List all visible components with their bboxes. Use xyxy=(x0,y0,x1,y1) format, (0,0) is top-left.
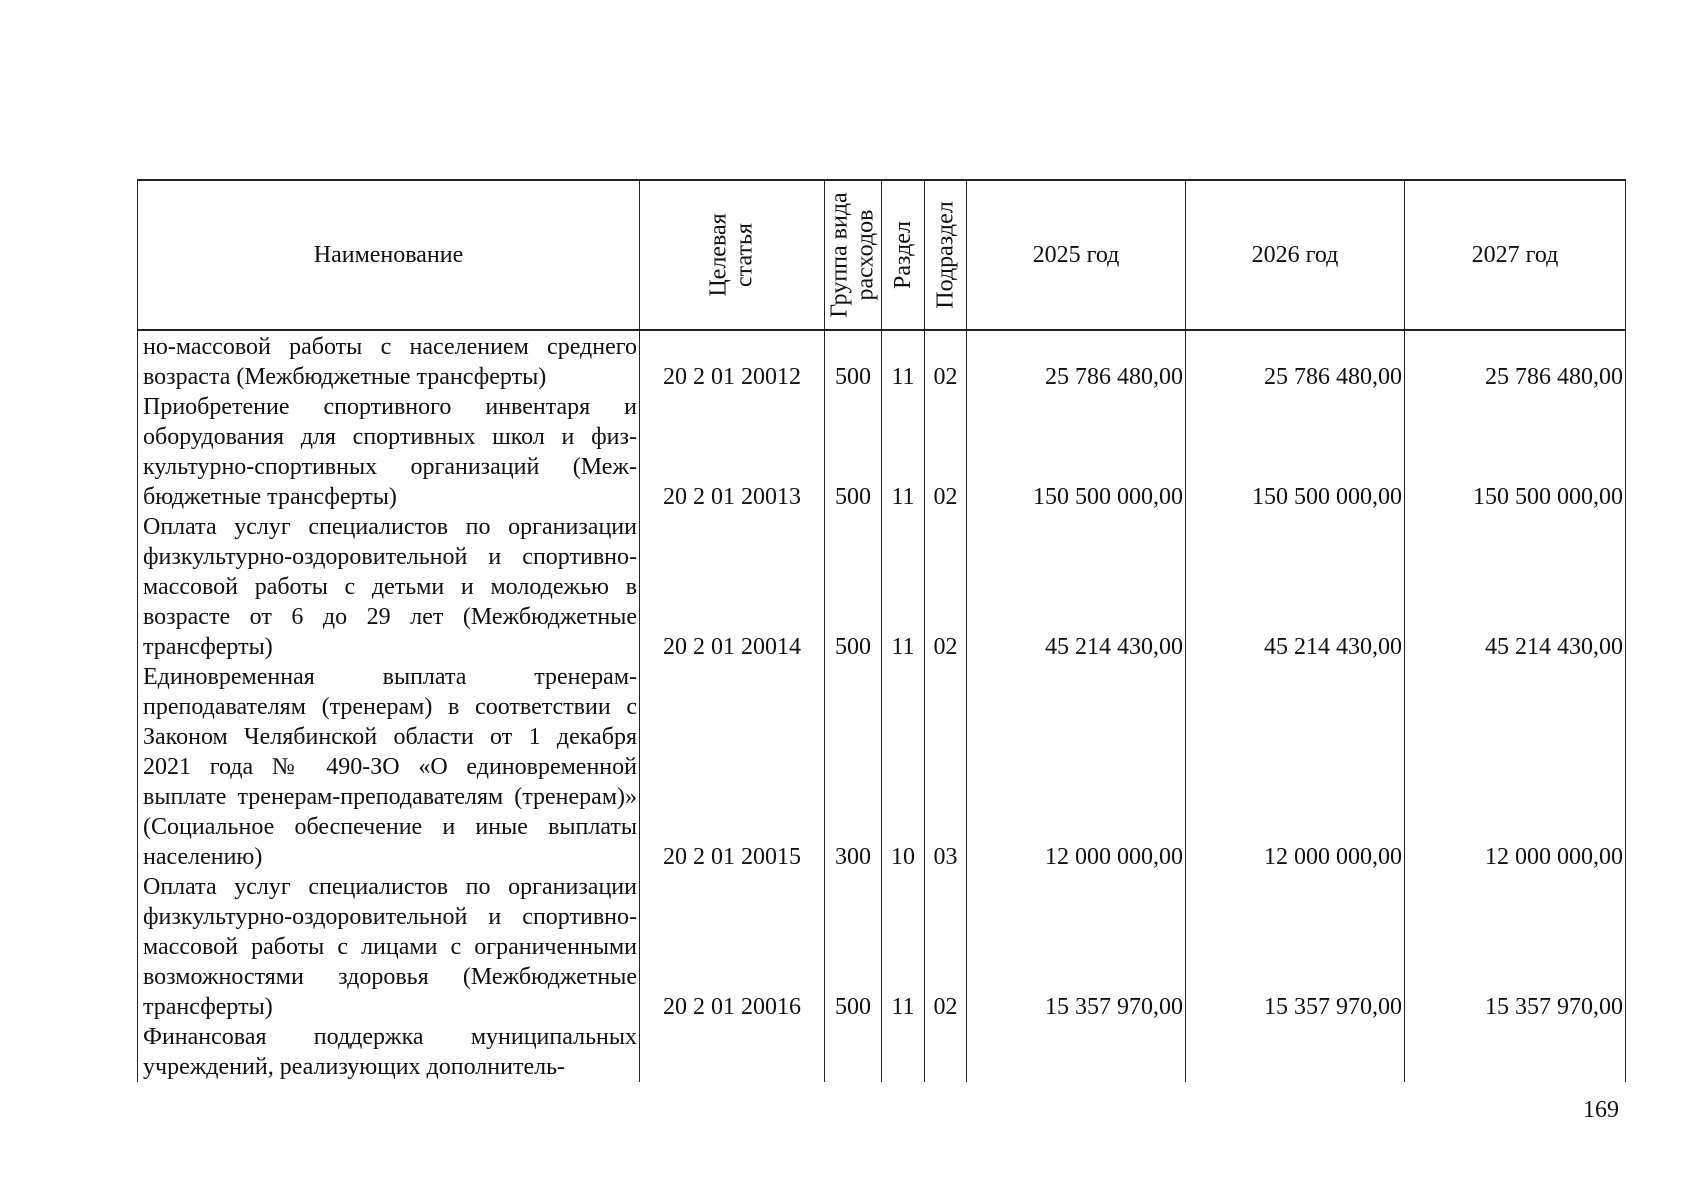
header-group: Группа вида расходов xyxy=(825,180,882,330)
row-name: Финансовая поддержка муниципальных учреждений, реализующих дополнитель- xyxy=(138,1022,640,1082)
row-code: 20 2 01 20012 xyxy=(640,330,825,392)
table-row xyxy=(138,512,1626,662)
row-section: 10 xyxy=(882,662,925,872)
header-subsection: Подраздел xyxy=(925,180,967,330)
row-name: Единовременная выплата тренерам-преподавателям (тренерам) в соответствии с Законом Челябинской области от 1 декабря 2021 года № 490-ЗО «О единовременной выплате тренерам-преподавателям (тренерам)» (Социальное обеспечение и иные выплаты населению) xyxy=(138,662,640,872)
row-code: 20 2 01 20014 xyxy=(640,512,825,662)
row-2026: 25 786 480,00 xyxy=(1186,330,1405,392)
table-row xyxy=(138,662,1626,872)
row-group xyxy=(825,1022,882,1082)
row-2027: 150 500 000,00 xyxy=(1405,392,1626,512)
row-subsection xyxy=(925,1022,967,1082)
row-section xyxy=(882,1022,925,1082)
row-group: 500 xyxy=(825,872,882,1022)
row-2025: 12 000 000,00 xyxy=(967,662,1186,872)
row-group: 500 xyxy=(825,330,882,392)
header-2026: 2026 год xyxy=(1186,180,1405,330)
row-2026: 45 214 430,00 xyxy=(1186,512,1405,662)
table-row xyxy=(138,392,1626,512)
row-2025: 150 500 000,00 xyxy=(967,392,1186,512)
table-row xyxy=(138,1022,1626,1082)
row-subsection: 02 xyxy=(925,512,967,662)
row-2025: 45 214 430,00 xyxy=(967,512,1186,662)
header-2025: 2025 год xyxy=(967,180,1186,330)
row-2025: 25 786 480,00 xyxy=(967,330,1186,392)
row-2026: 150 500 000,00 xyxy=(1186,392,1405,512)
header-2027: 2027 год xyxy=(1405,180,1626,330)
header-name: Наименование xyxy=(138,180,640,330)
row-subsection: 02 xyxy=(925,392,967,512)
row-2027 xyxy=(1405,1022,1626,1082)
row-code: 20 2 01 20015 xyxy=(640,662,825,872)
row-code: 20 2 01 20016 xyxy=(640,872,825,1022)
page-number: 169 xyxy=(1583,1097,1619,1123)
budget-table xyxy=(137,179,1626,1082)
row-name: но-массовой работы с населением среднего возраста (Межбюджетные трансферты) xyxy=(138,330,640,392)
row-name: Оплата услуг специалистов по организации физкультурно-оздоровительной и спортивно-массовой работы с детьми и молодежью в возрасте от 6 до 29 лет (Межбюджетные трансферты) xyxy=(138,512,640,662)
table-row xyxy=(138,872,1626,1022)
row-2027: 15 357 970,00 xyxy=(1405,872,1626,1022)
row-group: 500 xyxy=(825,392,882,512)
row-2026 xyxy=(1186,1022,1405,1082)
header-row xyxy=(138,180,1626,330)
row-section: 11 xyxy=(882,512,925,662)
row-group: 300 xyxy=(825,662,882,872)
row-subsection: 02 xyxy=(925,330,967,392)
row-section: 11 xyxy=(882,330,925,392)
header-target: Целевая статья xyxy=(640,180,825,330)
row-2027: 45 214 430,00 xyxy=(1405,512,1626,662)
row-code xyxy=(640,1022,825,1082)
row-2026: 12 000 000,00 xyxy=(1186,662,1405,872)
row-2025: 15 357 970,00 xyxy=(967,872,1186,1022)
row-group: 500 xyxy=(825,512,882,662)
row-name: Оплата услуг специалистов по организации физкультурно-оздоровительной и спортивно-массовой работы с лицами с ограниченными возможностями здоровья (Межбюджетные трансферты) xyxy=(138,872,640,1022)
row-2027: 12 000 000,00 xyxy=(1405,662,1626,872)
row-section: 11 xyxy=(882,392,925,512)
row-code: 20 2 01 20013 xyxy=(640,392,825,512)
header-section: Раздел xyxy=(882,180,925,330)
row-section: 11 xyxy=(882,872,925,1022)
row-2027: 25 786 480,00 xyxy=(1405,330,1626,392)
row-name: Приобретение спортивного инвентаря и оборудования для спортивных школ и физкультурно-спортивных организаций (Межбюджетные трансферты) xyxy=(138,392,640,512)
row-subsection: 03 xyxy=(925,662,967,872)
row-subsection: 02 xyxy=(925,872,967,1022)
table-row xyxy=(138,330,1626,392)
row-2026: 15 357 970,00 xyxy=(1186,872,1405,1022)
row-2025 xyxy=(967,1022,1186,1082)
